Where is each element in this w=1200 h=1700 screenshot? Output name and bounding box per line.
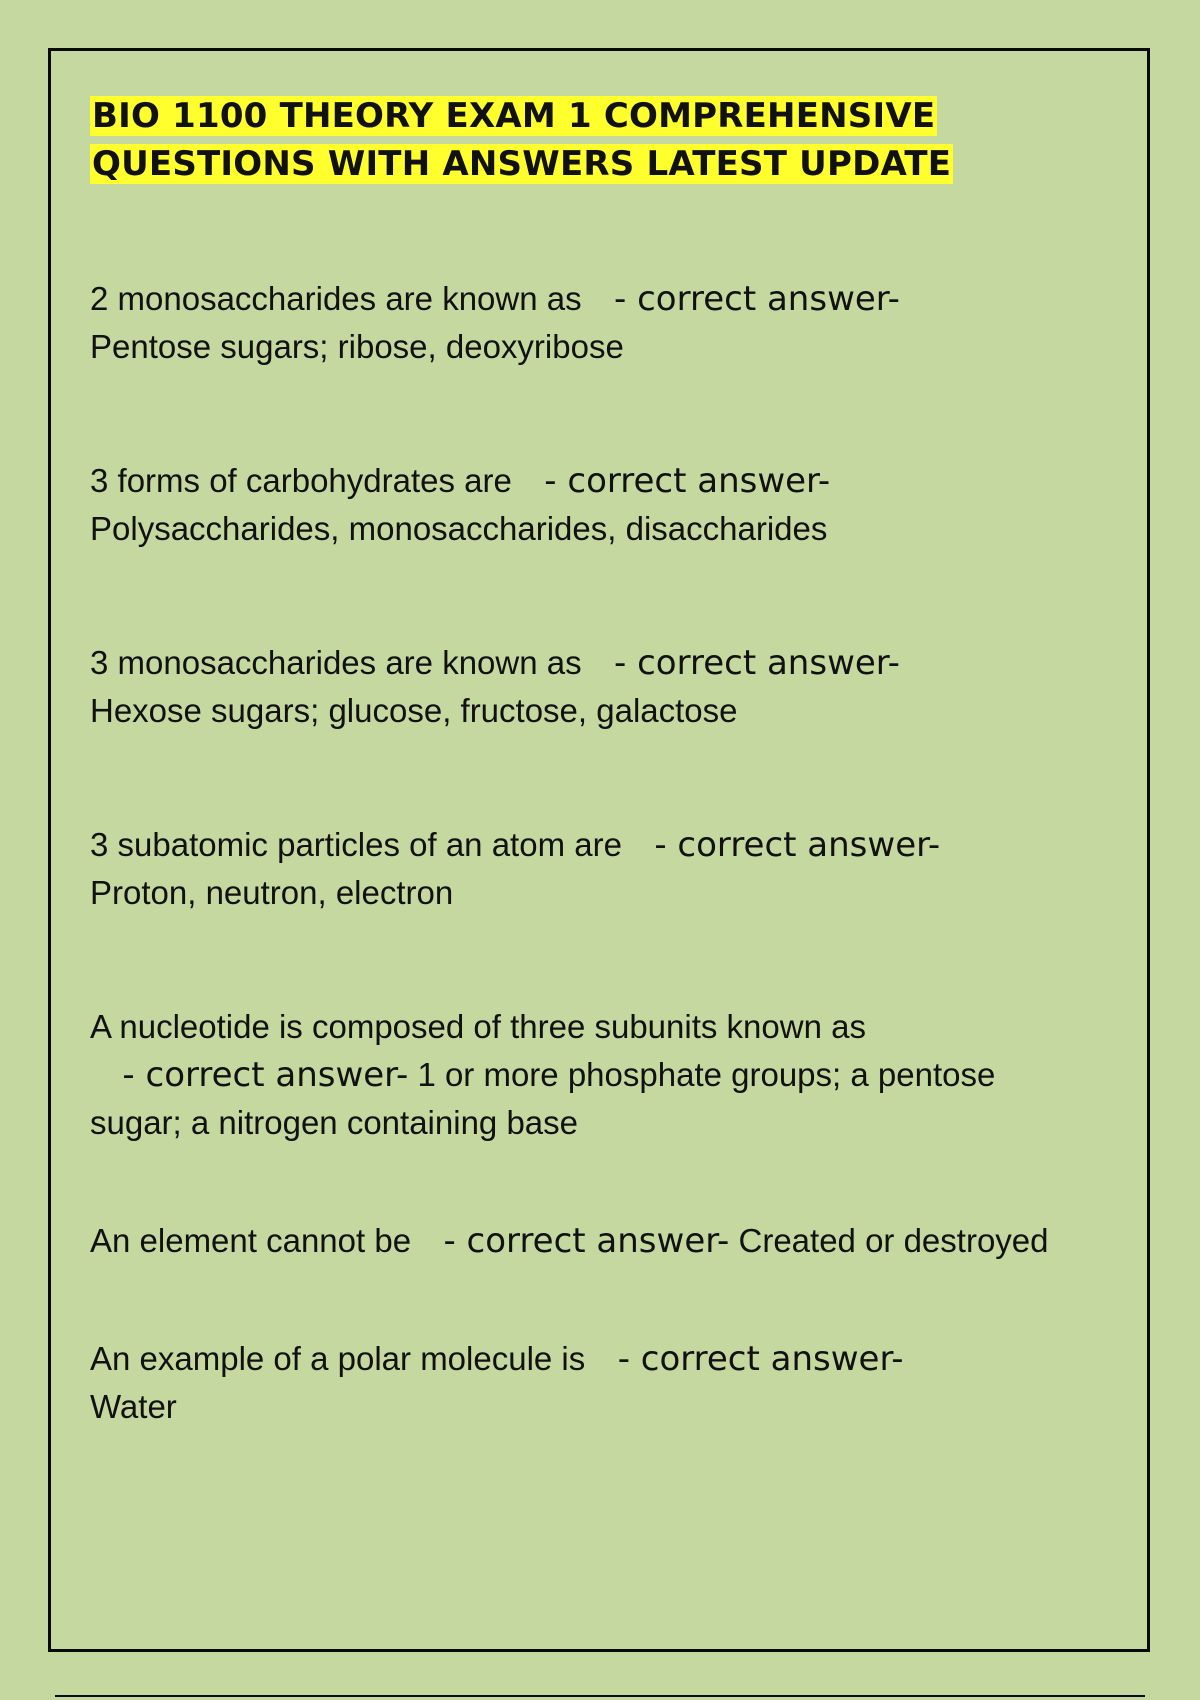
answer-text: Water bbox=[90, 1388, 177, 1425]
answer-separator: - correct answer- bbox=[585, 1339, 904, 1379]
qa-item bbox=[90, 821, 1050, 917]
qa-item bbox=[90, 1335, 1050, 1431]
answer-separator: - correct answer- bbox=[581, 643, 900, 683]
question-text: 3 subatomic particles of an atom are bbox=[90, 826, 622, 863]
qa-item bbox=[90, 1217, 1050, 1265]
answer-separator: - correct answer- bbox=[511, 461, 831, 501]
answer-text: 1 or more phosphate groups; a pentose sugar; a nitrogen containing base bbox=[90, 1056, 1005, 1141]
question-text: 3 forms of carbohydrates are bbox=[90, 462, 512, 499]
answer-separator: - correct answer- bbox=[90, 1055, 409, 1095]
document-title bbox=[90, 92, 1030, 188]
qa-item bbox=[90, 275, 1050, 371]
answer-separator: - correct answer- bbox=[621, 825, 941, 865]
question-text: An element cannot be bbox=[90, 1222, 412, 1259]
answer-separator: - correct answer- bbox=[581, 279, 900, 319]
title-line: BIO 1100 THEORY EXAM 1 COMPREHENSIVE bbox=[92, 96, 936, 136]
qa-item bbox=[90, 457, 1050, 553]
bottom-rule bbox=[55, 1695, 1145, 1697]
answer-separator: - correct answer- bbox=[411, 1221, 730, 1261]
qa-item bbox=[90, 1003, 1050, 1147]
title-line: QUESTIONS WITH ANSWERS LATEST UPDATE bbox=[92, 144, 952, 184]
answer-text: Pentose sugars; ribose, deoxyribose bbox=[90, 328, 624, 365]
qa-item bbox=[90, 639, 1050, 735]
answer-text: Hexose sugars; glucose, fructose, galactose bbox=[90, 692, 738, 729]
qa-list bbox=[90, 275, 1050, 1431]
question-text: An example of a polar molecule is bbox=[90, 1340, 586, 1377]
question-text: 3 monosaccharides are known as bbox=[90, 644, 582, 681]
answer-text: Created or destroyed bbox=[738, 1222, 1049, 1259]
answer-text: Proton, neutron, electron bbox=[90, 874, 454, 911]
question-text: A nucleotide is composed of three subunits known as bbox=[90, 1008, 866, 1045]
answer-text: Polysaccharides, monosaccharides, disaccharides bbox=[90, 510, 828, 547]
question-text: 2 monosaccharides are known as bbox=[90, 280, 582, 317]
